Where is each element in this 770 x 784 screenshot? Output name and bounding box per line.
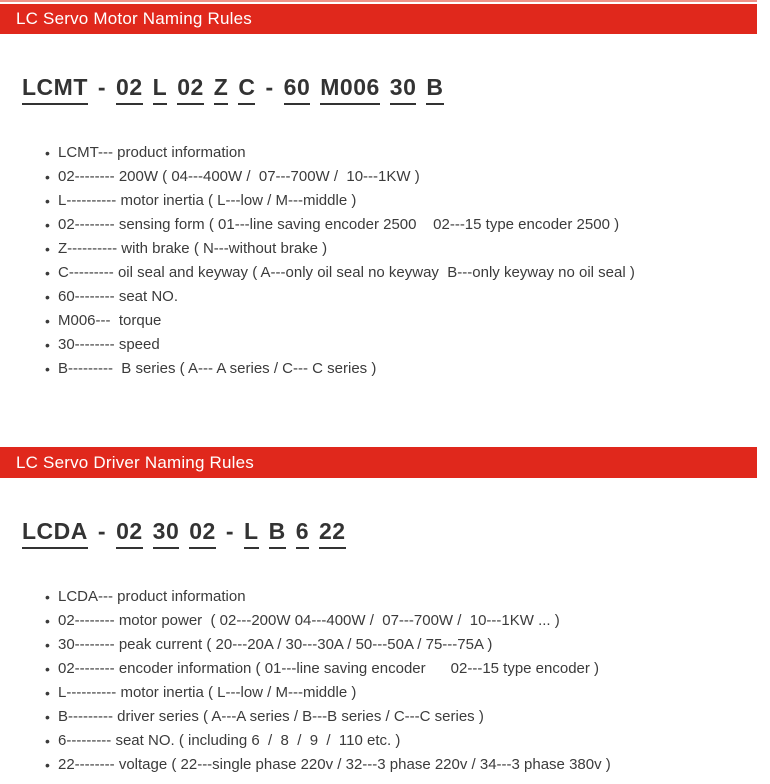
- model-separator: -: [265, 74, 274, 100]
- driver-section-banner: [0, 447, 757, 478]
- rule-item: • Z---------- with brake ( N---without brake ): [58, 237, 770, 261]
- model-separator: -: [225, 518, 235, 544]
- motor-rules-list: [0, 141, 770, 381]
- rule-item: • 02-------- 200W ( 04---400W / 07---700W / 10---1KW ): [58, 165, 770, 189]
- model-separator: -: [97, 518, 107, 544]
- model-part: 02: [177, 74, 204, 105]
- model-part: 60: [284, 74, 311, 105]
- rule-item: • M006--- torque: [58, 309, 770, 333]
- rule-item: • 6--------- seat NO. ( including 6 / 8 / 9 / 110 etc. ): [58, 729, 770, 753]
- rule-item: • 02-------- encoder information ( 01---line saving encoder 02---15 type encoder ): [58, 657, 770, 681]
- model-part: LCDA: [22, 518, 88, 549]
- model-part: 30: [390, 74, 417, 105]
- model-part: 02: [189, 518, 216, 549]
- rule-item: • 30-------- peak current ( 20---20A / 30---30A / 50---50A / 75---75A ): [58, 633, 770, 657]
- rule-item: • L---------- motor inertia ( L---low / M---middle ): [58, 681, 770, 705]
- model-part: 02: [116, 74, 143, 105]
- rule-item: • 22-------- voltage ( 22---single phase 220v / 32---3 phase 220v / 34---3 phase 380v ): [58, 753, 770, 777]
- rule-item: • 30-------- speed: [58, 333, 770, 357]
- driver-naming-section: [0, 447, 770, 777]
- rule-item: • 02-------- sensing form ( 01---line saving encoder 2500 02---15 type encoder 2500 ): [58, 213, 770, 237]
- model-part: L: [153, 74, 168, 105]
- rule-item: • B--------- B series ( A--- A series / C--- C series ): [58, 357, 770, 381]
- rule-item: • B--------- driver series ( A---A series / B---B series / C---C series ): [58, 705, 770, 729]
- model-part: B: [269, 518, 286, 549]
- model-part: 30: [153, 518, 180, 549]
- motor-naming-section: [0, 4, 770, 381]
- model-part: 02: [116, 518, 143, 549]
- model-part: C: [238, 74, 255, 105]
- top-edge-strip: [0, 0, 757, 2]
- driver-model-code: [22, 518, 770, 549]
- motor-section-title: LC Servo Motor Naming Rules: [16, 9, 252, 28]
- rule-item: • L---------- motor inertia ( L---low / M---middle ): [58, 189, 770, 213]
- driver-rules-list: [0, 585, 770, 777]
- model-part: 6: [296, 518, 309, 549]
- model-part: L: [244, 518, 259, 549]
- rule-item: • LCDA--- product information: [58, 585, 770, 609]
- model-part: 22: [319, 518, 346, 549]
- section-gap: [0, 381, 770, 447]
- rule-item: • 60-------- seat NO.: [58, 285, 770, 309]
- rule-item: • C--------- oil seal and keyway ( A---only oil seal no keyway B---only keyway no oil seal ): [58, 261, 770, 285]
- model-part: Z: [214, 74, 229, 105]
- model-part: LCMT: [22, 74, 88, 105]
- motor-section-banner: [0, 4, 757, 34]
- motor-model-code: [22, 74, 770, 105]
- model-separator: -: [97, 74, 107, 100]
- rule-item: • LCMT--- product information: [58, 141, 770, 165]
- driver-section-title: LC Servo Driver Naming Rules: [16, 453, 255, 472]
- model-part: M006: [320, 74, 380, 105]
- rule-item: • 02-------- motor power ( 02---200W 04---400W / 07---700W / 10---1KW ... ): [58, 609, 770, 633]
- model-part: B: [426, 74, 443, 105]
